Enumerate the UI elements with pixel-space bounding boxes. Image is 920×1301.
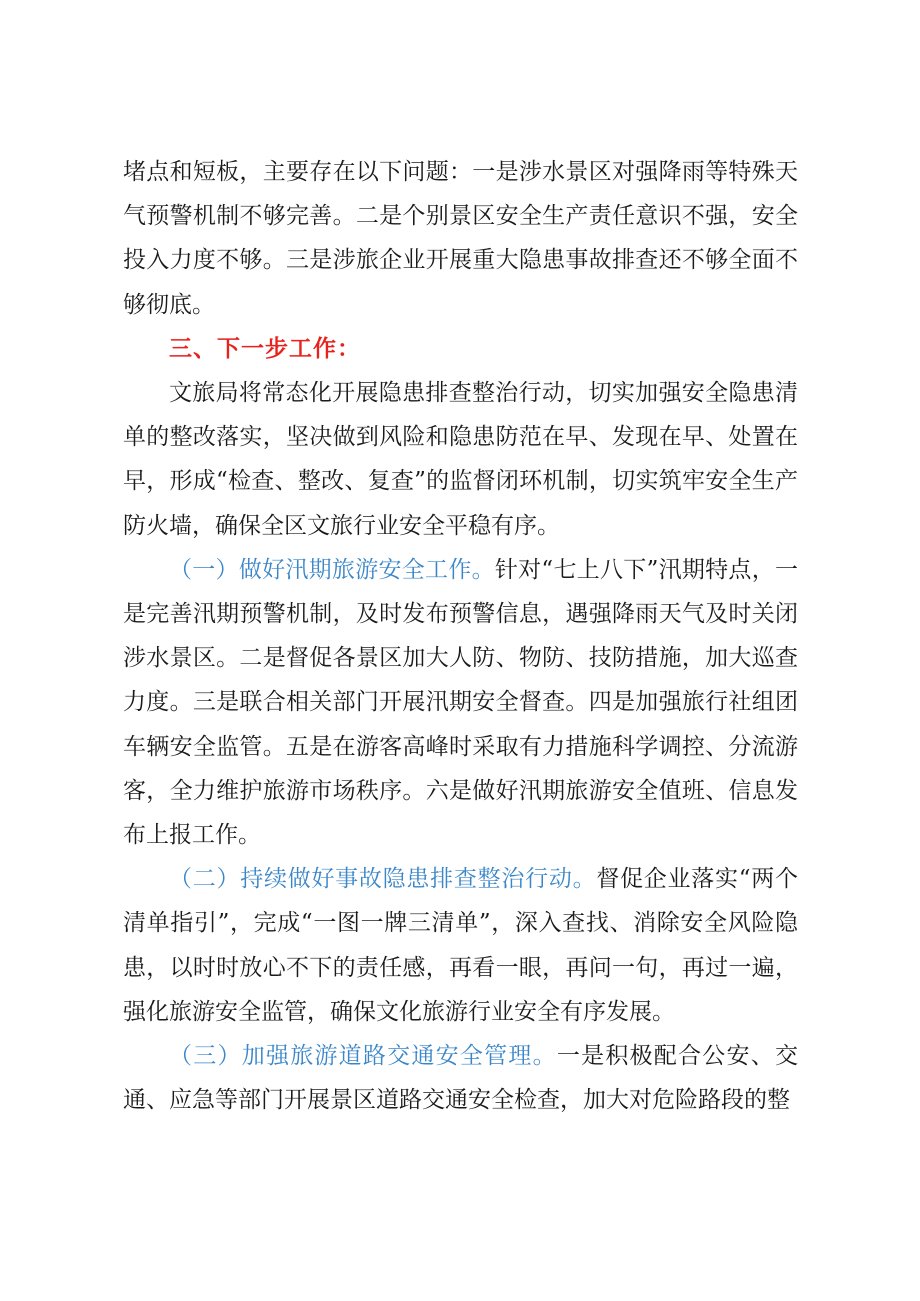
item-two-body: 督促企业落实“两个清单指引”，完成“一图一牌三清单”，深入查找、消除安全风险隐患，以时时放心不下的责任感，再看一眼，再问一句，再过一遍，强化旅游安全监管，确保文化旅游行业安全有序发展。 (123, 866, 799, 1025)
intro-continuation-paragraph: 堵点和短板，主要存在以下问题：一是涉水景区对强降雨等特殊天气预警机制不够完善。二是个别景区安全生产责任意识不强，安全投入力度不够。三是涉旅企业开展重大隐患事故排查还不够全面不够彻底。 (123, 159, 798, 318)
item-three-paragraph (123, 1034, 798, 1122)
item-one-body: 针对“七上八下”汛期特点，一是完善汛期预警机制，及时发布预警信息，遇强降雨天气及时关闭涉水景区。二是督促各景区加大人防、物防、技防措施，加大巡查力度。三是联合相关部门开展汛期安全督查。四是加强旅行社组团车辆安全监管。五是在游客高峰时采取有力措施科学调控、分流游客，全力维护旅游市场秩序。六是做好汛期旅游安全值班、信息发布上报工作。 (123, 556, 798, 849)
item-three-body: 一是积极配合公安、交通、应急等部门开展景区道路交通安全检查，加大对危险路段的整 (123, 1043, 799, 1114)
document-body (123, 150, 798, 1122)
item-one-heading: （一）做好汛期旅游安全工作。 (169, 556, 495, 583)
item-two-paragraph (123, 857, 798, 1034)
item-two-heading: （二）持续做好事故隐患排查整治行动。 (169, 866, 597, 893)
section-three-heading: 三、下一步工作： (169, 335, 361, 362)
section-three-paragraph: 文旅局将常态化开展隐患排查整治行动，切实加强安全隐患清单的整改落实，坚决做到风险和隐患防范在早、发现在早、处置在早，形成“检查、整改、复查”的监督闭环机制，切实筑牢安全生产防火墙，确保全区文旅行业安全平稳有序。 (123, 380, 798, 539)
item-three-heading: （三）加强旅游道路交通安全管理。 (169, 1043, 557, 1070)
item-one-paragraph (123, 548, 798, 857)
